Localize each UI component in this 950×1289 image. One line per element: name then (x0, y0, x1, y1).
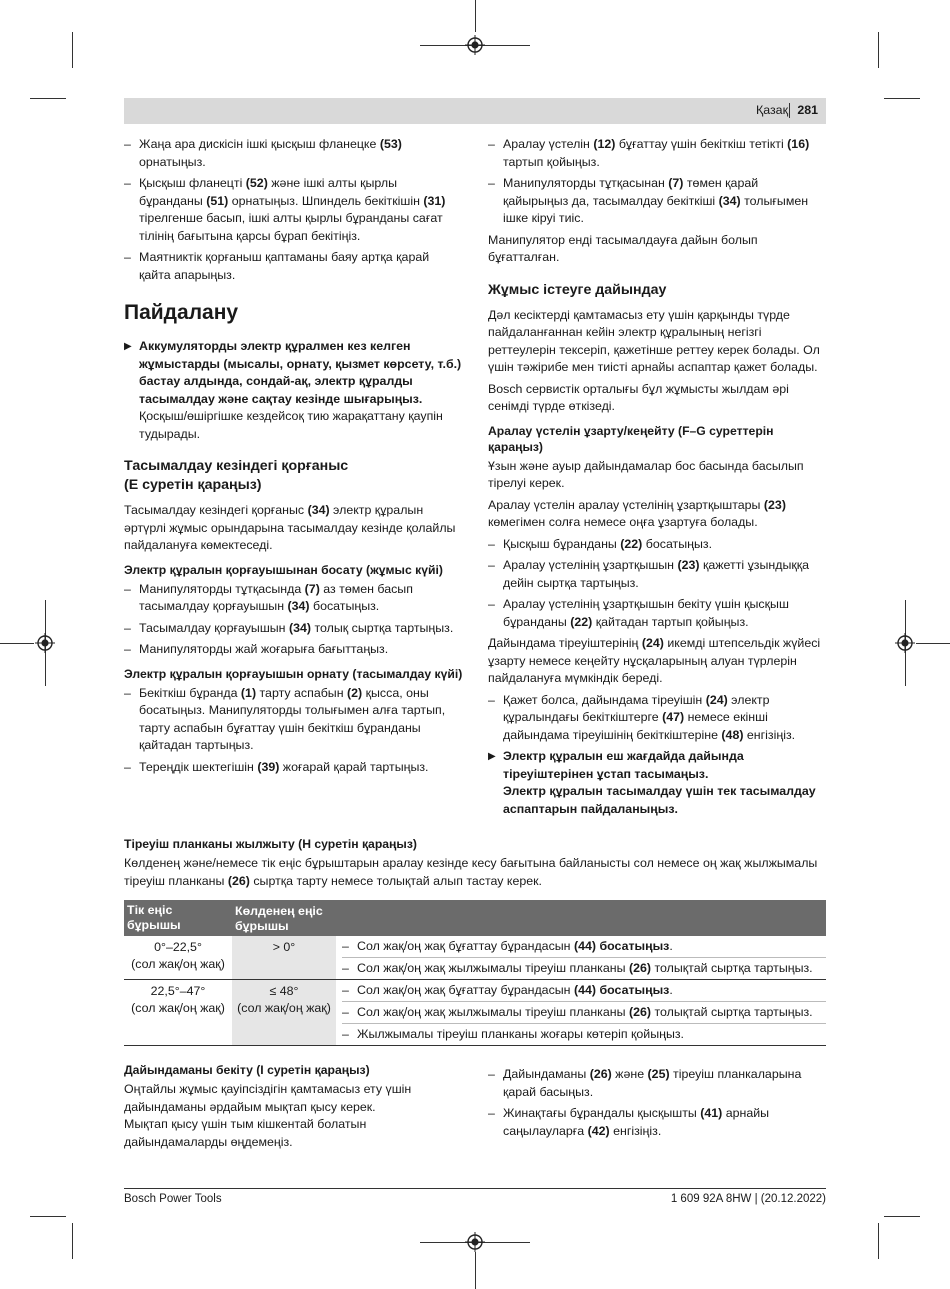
paragraph: Тасымалдау кезіндегі қорғаныс (34) электр құралын әртүрлі жұмыс орындарына тасымалдау кезінде қолайлы пайдалануға көмектеседі. (124, 503, 456, 552)
registration-mark-icon (465, 1232, 485, 1252)
actions-cell (336, 980, 826, 1046)
section-title: Пайдалану (124, 301, 239, 324)
crop-mark (884, 1216, 920, 1217)
list-item: – Аралау үстелін (12) бұғаттау үшін бекіткіш тетікті (16) тартып қойыңыз. (488, 136, 826, 171)
registration-mark-icon (465, 35, 485, 55)
section-heading: Жұмыс істеуге дайындау (488, 281, 667, 298)
paragraph: Ұзын және ауыр дайындамалар бос басында басылып тірелуі керек. (488, 458, 804, 490)
section-heading: Тіреуіш планканы жылжыту (H суретін қараңыз) (124, 837, 417, 851)
subsection-heading: Электр құралын қорғауышын орнату (тасымалдау күйі) (124, 666, 463, 681)
right-column-bottom (488, 1066, 826, 1144)
footer-rule (124, 1188, 826, 1189)
list-item: – Жаңа ара дискісін ішкі қысқыш фланецке (53) орнатыңыз. (124, 136, 464, 171)
table-header-actions (336, 900, 826, 936)
crop-mark (878, 1223, 879, 1259)
action-item: – Сол жақ/оң жақ бұғаттау бұрандасын (44) босатыңыз. (342, 980, 826, 1002)
page-header (124, 98, 826, 124)
registration-line (0, 643, 34, 644)
list-item: – Бекіткіш бұранда (1) тарту аспабын (2) қысса, оны босатыңыз. Манипуляторды толығымен алға тартып, тарту аспабын бұғаттау үшін бекіткіш бұранданы қайтадан тартыңыз. (124, 685, 464, 755)
arrow-right-icon: ▶ (124, 341, 132, 352)
action-item: – Сол жақ/оң жақ жылжымалы тіреуіш планканы (26) толықтай сыртқа тартыңыз. (342, 1002, 826, 1024)
warning-item: ▶ Электр құралын еш жағдайда дайында тіреуіштерінен ұстап тасымаңыз. Электр құралын тасымалдау үшін тек тасымалдау аспаптарын пайдаланыңыз. (488, 749, 816, 816)
crop-mark (878, 32, 879, 68)
vertical-angle-cell: 22,5°–47° (сол жақ/оң жақ) (124, 980, 232, 1046)
registration-mark-icon (895, 633, 915, 653)
paragraph: Дәл кесіктерді қамтамасыз ету үшін қарқынды түрде пайдаланғаннан кейін электр құралының негізгі реттеулерін тексеріп, қажетінше реттеу керек болады. Ол үшін тәжірибе мен тиісті арнайы аспаптар қажет болады. (488, 307, 820, 374)
paragraph: Аралау үстелін аралау үстелінің ұзартқыштары (23) көмегімен солға немесе оңға ұзартуға болады. (488, 497, 786, 529)
section-heading: Тасымалдау кезіндегі қорғаныс (E суретін қараңыз) (124, 458, 349, 493)
list-item: – Тереңдік шектегішін (39) жоғарай қарай тартыңыз. (124, 759, 464, 777)
table-header-vertical: Тік еңіс бұрышы (124, 900, 232, 936)
mid-section (124, 836, 826, 894)
registration-line (475, 1252, 476, 1289)
list-item: – Аралау үстелінің ұзартқышын (23) қажетті ұзындыққа дейін сыртқа тартыңыз. (488, 557, 826, 592)
crop-mark (30, 98, 66, 99)
section-text: Көлденең және/немесе тік еңіс бұрыштарын аралау кезінде кесу бағытына байланысты сол немесе оң жақ жылжымалы тіреуіш планканы (26) сыртқа тарту немесе толықтай алып тастау керек. (124, 856, 818, 888)
registration-line (475, 0, 476, 32)
list-item: – Дайындаманы (26) және (25) тіреуіш планкаларына қарай басыңыз. (488, 1066, 826, 1101)
paragraph: Bosch сервистік орталығы бұл жұмысты жылдам әрі сенімді түрде өткізеді. (488, 381, 789, 413)
subsection-heading: Дайындаманы бекіту (I суретін қараңыз) (124, 1063, 370, 1077)
list-item: – Қысқыш фланецті (52) және ішкі алты қырлы бұранданы (51) орнатыңыз. Шпиндель бекіткішін (31) тірелгенше басып, ішкі алты қырлы бұранданы сағат тілінің бағытына қарсы бұрап бекітіңіз. (124, 175, 464, 245)
header-divider (789, 103, 790, 118)
list-item: – Жинақтағы бұрандалы қысқышты (41) арнайы саңылауларға (42) енгізіңіз. (488, 1105, 826, 1140)
table-row (124, 980, 826, 1046)
table-row (124, 936, 826, 980)
page-number: 281 (797, 103, 818, 117)
arrow-right-icon: ▶ (488, 751, 496, 762)
crop-mark (72, 1223, 73, 1259)
left-column-top (124, 136, 464, 780)
vertical-angle-cell: 0°–22,5° (сол жақ/оң жақ) (124, 936, 232, 980)
list-item: – Аралау үстелінің ұзартқышын бекіту үшін қысқыш бұранданы (22) қайтадан тартып қойыңыз. (488, 596, 826, 631)
action-item: – Сол жақ/оң жақ бұғаттау бұрандасын (44) босатыңыз. (342, 936, 826, 958)
horizontal-angle-cell: > 0° (232, 936, 336, 980)
list-item: – Манипуляторды тұтқасында (7) аз төмен басып тасымалдау қорғауышын (34) босатыңыз. (124, 581, 464, 616)
list-item: – Тасымалдау қорғауышын (34) толық сыртқа тартыңыз. (124, 620, 464, 638)
list-item: – Манипуляторды тұтқасынан (7) төмен қарай қайырыңыз да, тасымалдау бекіткіші (34) толығымен ішке кіруі тиіс. (488, 175, 826, 228)
footer-brand: Bosch Power Tools (124, 1193, 222, 1205)
crop-mark (72, 32, 73, 68)
action-item: – Сол жақ/оң жақ жылжымалы тіреуіш планканы (26) толықтай сыртқа тартыңыз. (342, 958, 826, 979)
crop-mark (884, 98, 920, 99)
table-header-horizontal: Көлденең еңіс бұрышы (232, 900, 336, 936)
left-column-bottom (124, 1062, 464, 1155)
right-column-top (488, 136, 826, 822)
horizontal-angle-cell: ≤ 48° (сол жақ/оң жақ) (232, 980, 336, 1046)
paragraph: Манипулятор енді тасымалдауға дайын болып бұғатталған. (488, 232, 758, 264)
subsection-heading: Аралау үстелін ұзарту/кеңейту (F–G суреттерін қараңыз) (488, 423, 774, 454)
actions-cell (336, 936, 826, 980)
paragraph: Дайындама тіреуіштерінің (24) икемді штепсельдік жүйесі ұзарту немесе кеңейту нұсқаларының алуан түрлерін пайдалануға мүмкіндік береді. (488, 636, 821, 685)
list-item: – Қажет болса, дайындама тіреуішін (24) электр құралындағы бекіткіштерге (47) немесе екінші дайындама тіреуішінің бекіткіштеріне (48) енгізіңіз. (488, 692, 826, 745)
paragraph: Оңтайлы жұмыс қауіпсіздігін қамтамасыз ету үшін дайындаманы әрдайым мықтап қысу керек. Мықтап қысу үшін тым кішкентай болатын дайындамаларды өңдемеңіз. (124, 1082, 412, 1149)
list-item: – Манипуляторды жай жоғарыға бағыттаңыз. (124, 641, 464, 659)
action-item: – Жылжымалы тіреуіш планканы жоғары көтеріп қойыңыз. (342, 1024, 826, 1045)
crop-mark (30, 1216, 66, 1217)
registration-mark-icon (35, 633, 55, 653)
registration-line (916, 643, 950, 644)
angle-table (124, 900, 826, 1046)
list-item: – Маятниктік қорғаныш қаптаманы баяу артқа қарай қайта апарыңыз. (124, 249, 464, 284)
header-language: Қазақ (756, 103, 788, 117)
table-header-row (124, 900, 826, 936)
footer-doc-id: 1 609 92A 8HW | (20.12.2022) (670, 1193, 826, 1205)
list-item: – Қысқыш бұранданы (22) босатыңыз. (488, 536, 826, 554)
warning-item: ▶ Аккумуляторды электр құралмен кез келген жұмыстарды (мысалы, орнату, қызмет көрсету, т.б.) бастау алдында, сондай-ақ, электр құралды тасымалдау және сақтау кезінде шығарыңыз. Қосқыш/өшіргішке кездейсоқ тию жарақаттану қаупін тудырады. (124, 339, 462, 441)
subsection-heading: Электр құралын қорғауышынан босату (жұмыс күйі) (124, 562, 443, 577)
